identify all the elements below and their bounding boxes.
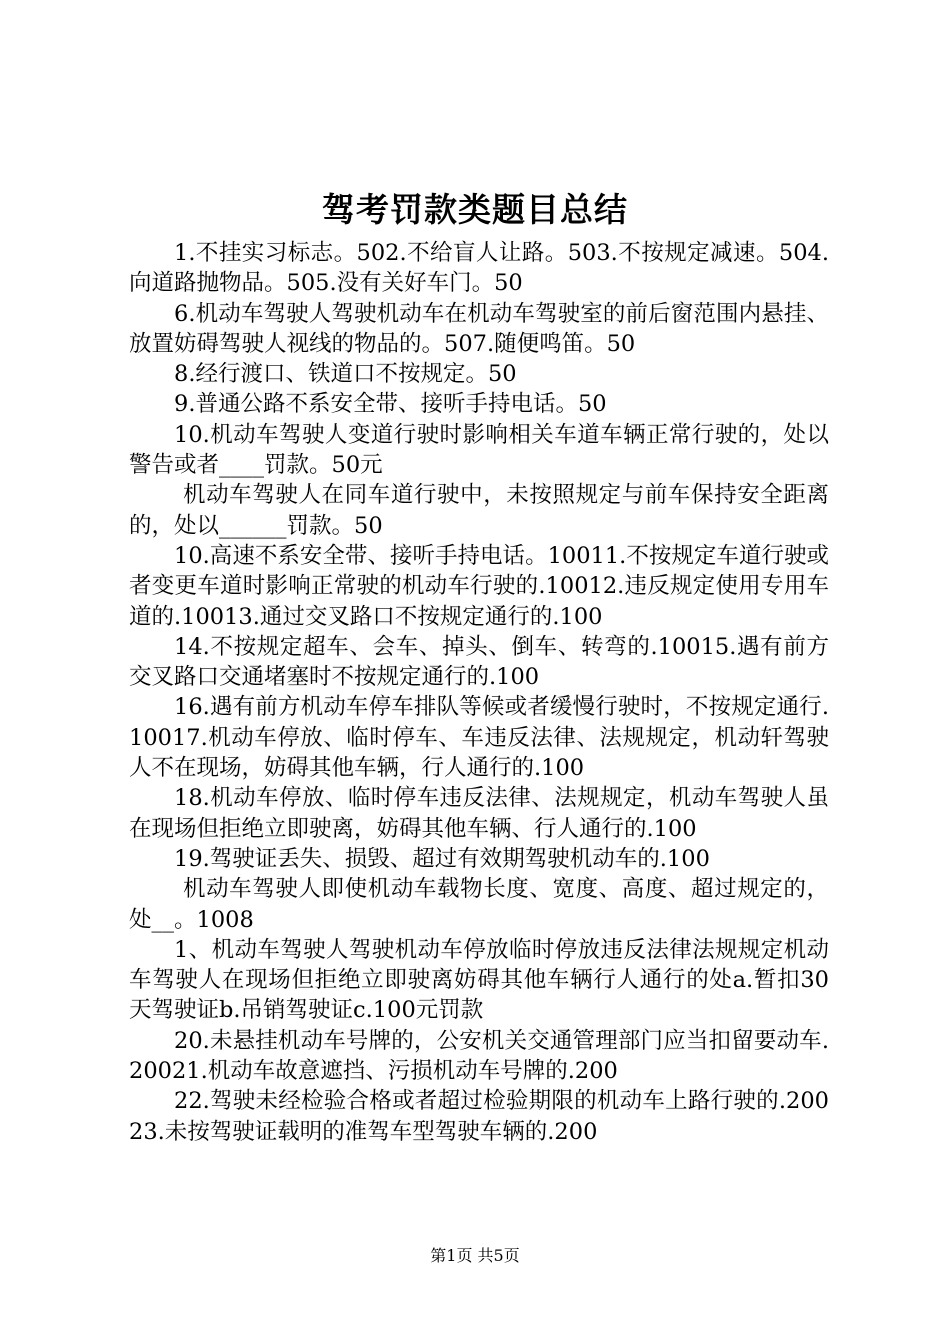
paragraph: 18.机动车停放、临时停车违反法律、法规规定，机动车驾驶人虽在现场但拒绝立即驶离，妨碍其他车辆、行人通行的.100 <box>129 785 829 842</box>
page-number: 第1页 共5页 <box>430 1246 520 1265</box>
document-title: 驾考罚款类题目总结 <box>322 190 628 229</box>
paragraph: 16.遇有前方机动车停车排队等候或者缓慢行驶时，不按规定通行.10017.机动车停放、临时停车、车违反法律、法规规定，机动轩驾驶人不在现场，妨碍其他车辆，行人通行的.100 <box>129 694 829 782</box>
paragraph: 6.机动车驾驶人驾驶机动车在机动车驾驶室的前后窗范围内悬挂、放置妨碍驾驶人视线的物品的。507.随便鸣笛。50 <box>129 300 829 357</box>
paragraph: 14.不按规定超车、会车、掉头、倒车、转弯的.10015.遇有前方交叉路口交通堵塞时不按规定通行的.100 <box>129 633 829 691</box>
paragraph: 1.不挂实习标志。502.不给盲人让路。503.不按规定减速。504.向道路抛物品。505.没有关好车门。50 <box>129 240 829 297</box>
paragraph: 机动车驾驶人即使机动车载物长度、宽度、高度、超过规定的，处__。1008 <box>129 876 829 933</box>
paragraph: 10.机动车驾驶人变道行驶时影响相关车道车辆正常行驶的，处以警告或者____罚款。50元 <box>129 421 829 479</box>
paragraph: 8.经行渡口、铁道口不按规定。50 <box>174 361 517 388</box>
paragraph: 机动车驾驶人在同车道行驶中，未按照规定与前车保持安全距离的，处以______罚款。50 <box>129 482 829 539</box>
paragraph: 19.驾驶证丢失、损毁、超过有效期驾驶机动车的.100 <box>174 845 710 872</box>
document-body <box>129 238 829 1147</box>
paragraph: 10.高速不系安全带、接听手持电话。10011.不按规定车道行驶或者变更车道时影响正常驶的机动车行驶的.10012.违反规定使用专用车道的.10013.通过交叉路口不按规定通行的.100 <box>129 542 829 630</box>
paragraph: 22.驾驶未经检验合格或者超过检验期限的机动车上路行驶的.20023.未按驾驶证载明的准驾车型驾驶车辆的.200 <box>129 1088 829 1145</box>
paragraph: 9.普通公路不系安全带、接听手持电话。50 <box>174 391 607 418</box>
paragraph: 1、机动车驾驶人驾驶机动车停放临时停放违反法律法规规定机动车驾驶人在现场但拒绝立即驶离妨碍其他车辆行人通行的处a.暂扣30天驾驶证b.吊销驾驶证c.100元罚款 <box>129 936 829 1024</box>
paragraph: 20.未悬挂机动车号牌的，公安机关交通管理部门应当扣留要动车.20021.机动车故意遮挡、污损机动车号牌的.200 <box>129 1027 829 1085</box>
